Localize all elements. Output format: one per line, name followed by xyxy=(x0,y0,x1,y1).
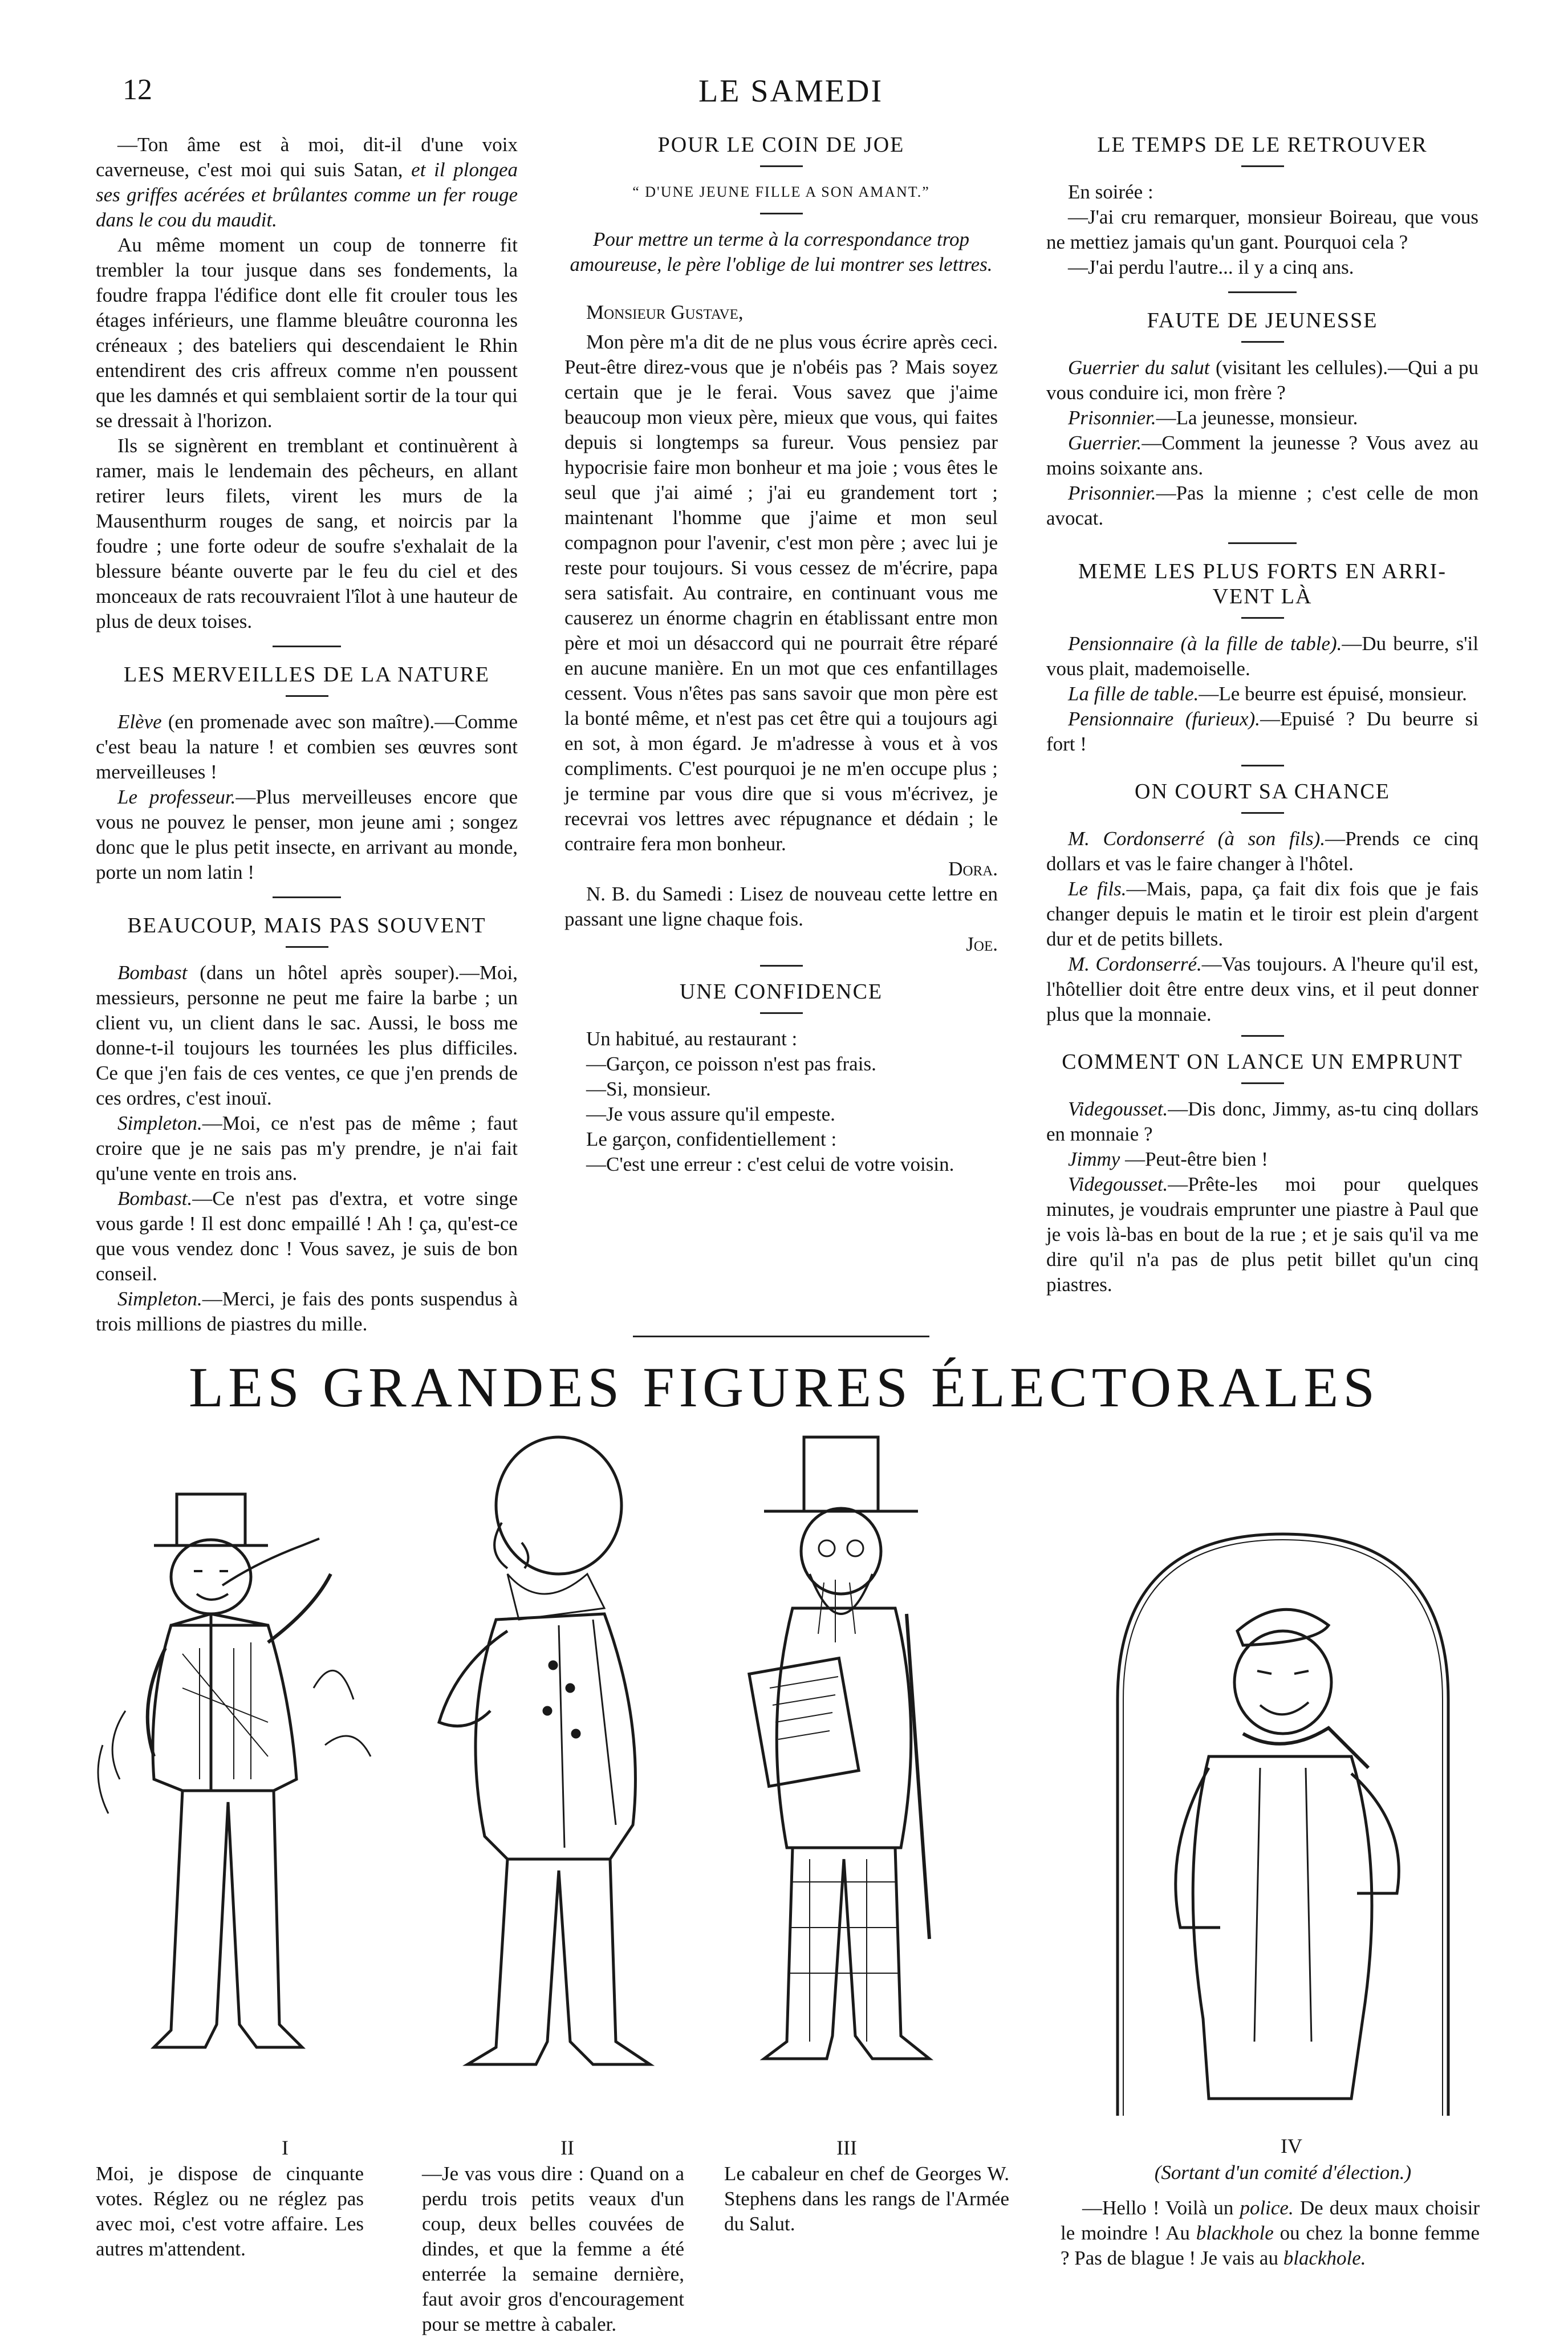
dialogue-line xyxy=(1046,877,1478,952)
dialogue-line xyxy=(1046,1147,1478,1172)
dialogue-line: Le garçon, confidentiellement : xyxy=(586,1128,837,1150)
editor-note: N. B. du Samedi : Lisez de nouveau cette lettre en passant une ligne chaque fois. xyxy=(564,883,998,930)
story-paragraph xyxy=(96,132,518,233)
dialogue-text: (dans un hôtel après souper).—Moi, messieurs, personne ne peut me faire la barbe ; un client vu, un client dans le sac. Aussi, le boss me donne-t-il toujours les tournées les plus difficiles. Ce que j'en fais de ces ventes, ce que j'en prends de ces ordres, c'est inouï. xyxy=(96,961,518,1109)
speaker: Elève xyxy=(117,711,162,733)
speaker: M. Cordonserré. xyxy=(1068,953,1202,975)
heading-rule xyxy=(760,1012,803,1014)
dialogue-text: —Epuisé ? Du beurre si fort ! xyxy=(1046,708,1479,755)
dialogue-line xyxy=(1046,707,1478,757)
dialogue-text: —Plus merveilleuses encore que vous ne pouvez le penser, mon jeune ami ; songez donc que le plus petit insecte, en arrivant au monde, porte un nom latin ! xyxy=(96,786,518,883)
figure-caption-4 xyxy=(1061,2196,1480,2271)
band-divider xyxy=(633,1336,929,1337)
dialogue-line: —J'ai cru remarquer, monsieur Boireau, que vous ne mettiez jamais qu'un gant. Pourquoi cela ? xyxy=(1046,206,1478,253)
dialogue-line xyxy=(96,960,518,1111)
figure-caption-3: Le cabaleur en chef de Georges W. Stephens dans les rangs de l'Armée du Salut. xyxy=(724,2162,1009,2235)
dialogue-line xyxy=(1046,405,1478,431)
dialogue-text: —Peut-être bien ! xyxy=(1120,1148,1268,1170)
figure-number-4: IV xyxy=(1281,2135,1302,2157)
section-heading: COMMENT ON LANCE UN EMPRUNT xyxy=(1062,1050,1463,1074)
dialogue-text: —Dis donc, Jimmy, as-tu cinq dollars en monnaie ? xyxy=(1046,1098,1478,1145)
dialogue-line: Un habitué, au restaurant : xyxy=(586,1028,798,1050)
dialogue-line xyxy=(96,1287,518,1337)
dialogue-line: En soirée : xyxy=(1068,181,1153,203)
column-left xyxy=(96,132,518,1337)
speaker: Jimmy xyxy=(1068,1148,1120,1170)
section-subheading: “ D'UNE JEUNE FILLE A SON AMANT.” xyxy=(632,184,930,200)
heading-rule xyxy=(286,946,328,948)
dialogue-text: —Mais, papa, ça fait dix fois que je fais changer depuis le matin et le tiroir est plein d'argent dur et de petits billets. xyxy=(1046,878,1478,950)
dialogue-line xyxy=(1046,1097,1478,1147)
figure-number-1: I xyxy=(282,2136,289,2159)
heading-rule xyxy=(1241,165,1284,167)
dialogue-text: —Merci, je fais des ponts suspendus à trois millions de piastres du mille. xyxy=(96,1288,518,1335)
note-signature: Joe. xyxy=(966,933,998,955)
section-heading: MEME LES PLUS FORTS EN ARRI- xyxy=(1078,559,1447,583)
section-divider xyxy=(1228,542,1297,544)
newspaper-title: LE SAMEDI xyxy=(698,74,884,109)
section-heading: POUR LE COIN DE JOE xyxy=(657,133,905,157)
dialogue-line: —Garçon, ce poisson n'est pas frais. xyxy=(586,1053,876,1075)
figure-caption-1: Moi, je dispose de cinquante votes. Réglez ou ne réglez pas avec moi, c'est votre affaire. Les autres m'attendent. xyxy=(96,2162,364,2260)
caption-text-italic: blackhole. xyxy=(1283,2247,1366,2269)
section-heading: VENT LÀ xyxy=(1212,585,1313,608)
cartoon-figure-3-illustration xyxy=(724,1426,964,2087)
section-heading: FAUTE DE JEUNESSE xyxy=(1147,309,1378,332)
dialogue-line xyxy=(1046,631,1478,681)
section-heading: LE TEMPS DE LE RETROUVER xyxy=(1097,133,1428,157)
cartoon-section-title: LES GRANDES FIGURES ÉLECTORALES xyxy=(189,1356,1379,1419)
figure-number-2: II xyxy=(560,2136,574,2159)
section-divider xyxy=(1241,765,1284,766)
caption-text: ou chez la bonne femme ? Pas de blague ! Je vais au xyxy=(1061,2222,1480,2269)
page-number: 12 xyxy=(123,74,152,106)
speaker: Guerrier. xyxy=(1068,432,1142,454)
dialogue-line xyxy=(1046,431,1478,481)
dialogue-line xyxy=(1046,952,1478,1027)
speaker: Videgousset. xyxy=(1068,1173,1168,1195)
section-heading: ON COURT SA CHANCE xyxy=(1135,780,1390,804)
section-divider xyxy=(273,646,341,647)
section-divider xyxy=(1241,1035,1284,1037)
caption-text: —Hello ! Voilà un xyxy=(1082,2197,1240,2219)
figure-number-3: III xyxy=(836,2136,857,2159)
dialogue-line: —J'ai perdu l'autre... il y a cinq ans. xyxy=(1068,256,1354,278)
speaker: M. Cordonserré (à son fils). xyxy=(1068,827,1326,850)
dialogue-line: —Si, monsieur. xyxy=(586,1078,711,1100)
heading-rule xyxy=(760,165,803,167)
dialogue-text: —Pas la mienne ; c'est celle de mon avocat. xyxy=(1046,482,1478,529)
dialogue-line xyxy=(1046,681,1478,707)
dialogue-text: —Comment la jeunesse ? Vous avez au moins soixante ans. xyxy=(1046,432,1478,479)
dialogue-text: —La jeunesse, monsieur. xyxy=(1156,407,1358,429)
speaker: Videgousset. xyxy=(1068,1098,1168,1120)
dialogue-line: —Je vous assure qu'il empeste. xyxy=(586,1103,835,1125)
column-center xyxy=(564,132,998,1177)
heading-rule xyxy=(1241,617,1284,619)
speaker: Prisonnier. xyxy=(1068,482,1156,504)
speaker: La fille de table. xyxy=(1068,683,1199,705)
dialogue-line xyxy=(1046,481,1478,531)
dialogue-line xyxy=(1046,826,1478,877)
caption-text-italic: blackhole xyxy=(1196,2222,1274,2244)
dialogue-line xyxy=(96,709,518,785)
section-divider xyxy=(760,965,803,967)
caption-text-italic: police. xyxy=(1240,2197,1294,2219)
letter-body: Mon père m'a dit de ne plus vous écrire après ceci. Peut-être direz-vous que je n'obéis pas ? Mais soyez certain que je le ferai. Vous savez que j'aime beaucoup mon vieux père, mieux que vous, qui faites depuis si longtemps sa fureur. Vous pensiez par hypocrisie faire mon bonheur et ma joie ; vous êtes le seul que j'ai aimé ; j'ai eu grandement tort ; maintenant l'homme que j'aime et mon seul compagnon pour l'avenir, c'est mon père ; avec lui je reste pour toujours. Si vous cessez de m'écrire, papa sera satisfait. Au contraire, en continuant vous me causerez un énorme chagrin en établissant entre mon père et moi un désaccord qui ne pourrait être réparé en aucune manière. En un mot que ces enfantillages cessent. Vous n'êtes pas sans savoir que mon père est la bonté même, et n'est pas cet être qui a toujours agi en sot, à mon égard. Je m'adresse à vous et à vos compliments. C'est pourquoi je ne m'en occupe plus ; je termine par vous dire que si vous m'écrivez, je recevrai vos lettres avec répugnance et dédain ; le contraire fera mon bonheur. xyxy=(564,331,998,855)
figure-subtitle-4: (Sortant d'un comité d'élection.) xyxy=(1154,2161,1412,2184)
speaker: Guerrier du salut xyxy=(1068,356,1210,379)
dialogue-text: —Vas toujours. A l'heure qu'il est, l'hôtellier doit être entre deux vins, et il peut donner plus que la monnaie. xyxy=(1046,953,1478,1025)
heading-rule xyxy=(1241,1082,1284,1084)
speaker: Bombast xyxy=(117,961,188,984)
letter-signature: Dora. xyxy=(948,858,998,880)
heading-rule xyxy=(1241,812,1284,814)
speaker: Bombast. xyxy=(117,1187,193,1210)
column-right xyxy=(1046,132,1478,1297)
story-text: —Ton âme est à moi, dit-il d'une voix caverneuse, c'est moi qui suis Satan, xyxy=(96,133,518,181)
speaker: Simpleton. xyxy=(117,1112,202,1134)
dialogue-text: —Le beurre est épuisé, monsieur. xyxy=(1199,683,1467,705)
letter-intro: Pour mettre un terme à la correspondance trop amoureuse, le père l'oblige de lui montrer ses lettres. xyxy=(570,228,993,275)
section-heading: LES MERVEILLES DE LA NATURE xyxy=(123,663,490,687)
dialogue-line xyxy=(96,1186,518,1287)
cartoon-figure-4-illustration xyxy=(1112,1528,1454,2121)
dialogue-text: —Moi, ce n'est pas de même ; faut croire que je ne sais pas m'y prendre, je n'ai fait qu'une vente en trois ans. xyxy=(96,1112,518,1184)
speaker: Pensionnaire (à la fille de table). xyxy=(1068,632,1342,655)
heading-rule xyxy=(286,695,328,697)
story-paragraph: Au même moment un coup de tonnerre fit trembler la tour jusque dans ses fondements, la foudre frappa l'édifice dont elle fit crouler tous les étages inférieurs, une flamme bleuâtre couronna les créneaux ; des bateliers qui descendaient le Rhin entendirent des cris affreux comme n'en poussent que les damnés et qui semblaient sortir de la tour qui se dressait à l'horizon. xyxy=(96,234,518,432)
figure-caption-2: —Je vas vous dire : Quand on a perdu trois petits veaux d'un coup, deux belles couvées de dindes, et que la femme a été enterrée la semaine dernière, faut avoir gros d'encouragement pour se mettre à cabaler. xyxy=(422,2162,684,2335)
story-text-italic: et il plongea ses griffes acérées et brûlantes comme un fer rouge dans le cou du maudit. xyxy=(96,159,518,231)
section-divider xyxy=(273,896,341,898)
speaker: Le professeur. xyxy=(117,786,236,808)
cartoon-figure-1-illustration xyxy=(86,1460,382,2087)
heading-rule xyxy=(1241,341,1284,343)
speaker: Pensionnaire (furieux). xyxy=(1068,708,1260,730)
dialogue-text: —Prête-les moi pour quelques minutes, je voudrais emprunter une piastre à Paul que je vois là-bas en bout de la rue ; et je sais qu'il va me dire qu'il n'a pas de plus petit billet qu'un cinq piastres. xyxy=(1046,1173,1478,1296)
section-heading: UNE CONFIDENCE xyxy=(679,980,883,1004)
dialogue-text: (en promenade avec son maître).—Comme c'est beau la nature ! et combien ses œuvres sont merveilleuses ! xyxy=(96,711,518,783)
dialogue-text: —Prends ce cinq dollars et vas le faire changer à l'hôtel. xyxy=(1046,827,1478,875)
dialogue-text: —Du beurre, s'il vous plait, mademoiselle. xyxy=(1046,632,1478,680)
speaker: Le fils. xyxy=(1068,878,1127,900)
dialogue-line xyxy=(1046,355,1478,405)
dialogue-text: (visitant les cellules).—Qui a pu vous conduire ici, mon frère ? xyxy=(1046,356,1478,404)
dialogue-text: —Ce n'est pas d'extra, et votre singe vous garde ! Il est donc empaillé ! Ah ! ça, qu'est-ce que vous vendez donc ! Vous savez, je suis de bon conseil. xyxy=(96,1187,518,1285)
section-heading: BEAUCOUP, MAIS PAS SOUVENT xyxy=(127,914,486,938)
story-paragraph: Ils se signèrent en tremblant et continuèrent à ramer, mais le lendemain des pêcheurs, en allant retirer leurs filets, virent les murs de la Mausenthurm rouges de sang, et noircis par la foudre ; une forte odeur de soufre s'exhalait de la blessure béante ouverte par le feu du ciel et des monceaux de rats recouvraient l'îlot à une hauteur de plus de deux toises. xyxy=(96,435,518,632)
speaker: Prisonnier. xyxy=(1068,407,1156,429)
speaker: Simpleton. xyxy=(117,1288,202,1310)
dialogue-line xyxy=(96,1111,518,1186)
dialogue-line xyxy=(96,785,518,885)
caption-text: De deux maux choisir le moindre ! Au xyxy=(1061,2197,1480,2244)
section-divider xyxy=(1228,291,1297,293)
letter-salutation: Monsieur Gustave, xyxy=(586,301,744,323)
cartoon-figure-2-illustration xyxy=(422,1426,684,2087)
heading-rule xyxy=(760,213,803,214)
dialogue-line xyxy=(1046,1172,1478,1297)
dialogue-line: —C'est une erreur : c'est celui de votre voisin. xyxy=(586,1153,954,1175)
